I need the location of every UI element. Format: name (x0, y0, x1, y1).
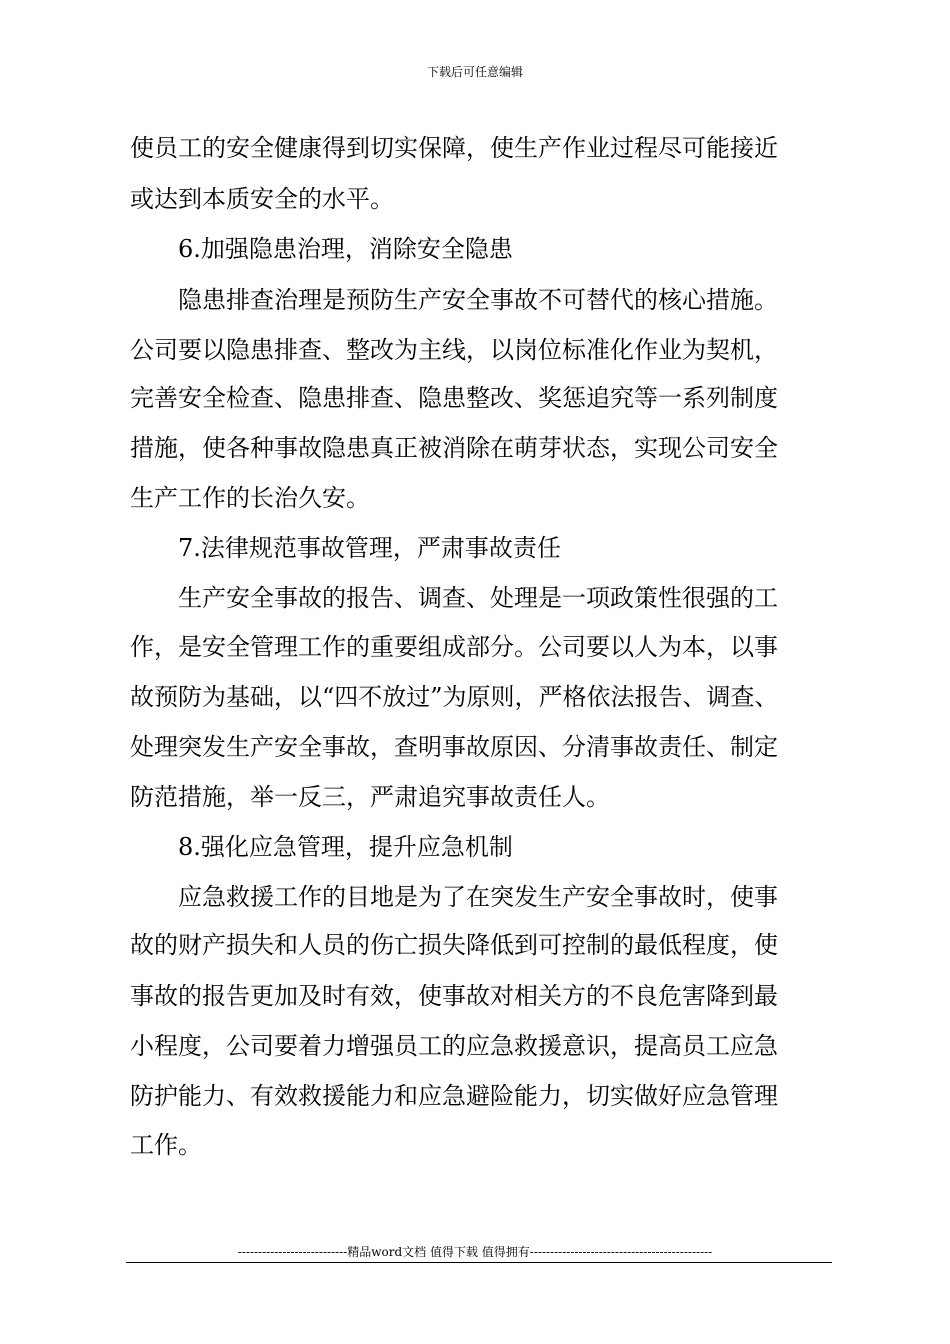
body-line: 生产安全事故的报告、调查、处理是一项政策性很强的工 (130, 584, 778, 612)
body-line: 措施，使各种事故隐患真正被消除在萌芽状态，实现公司安全 (130, 434, 778, 462)
body-line: 故预防为基础，以“四不放过”为原则，严格依法报告、调查、 (130, 683, 779, 711)
body-line: 处理突发生产安全事故，查明事故原因、分清事故责任、制定 (130, 733, 778, 761)
body-line: 小程度，公司要着力增强员工的应急救援意识，提高员工应急 (130, 1032, 778, 1060)
page-footer: ---------------------------精品word文档 值得下载 值得拥有--------------------------------------------- (237, 1245, 713, 1259)
section-heading: 8.强化应急管理，提升应急机制 (130, 833, 513, 861)
body-line: 完善安全检查、隐患排查、隐患整改、奖惩追究等一系列制度 (130, 384, 778, 412)
body-line: 作，是安全管理工作的重要组成部分。公司要以人为本，以事 (130, 633, 778, 661)
footer-divider (126, 1262, 832, 1263)
body-line: 防范措施，举一反三，严肃追究事故责任人。 (130, 783, 610, 811)
section-heading: 7.法律规范事故管理，严肃事故责任 (130, 534, 561, 562)
body-line: 应急救援工作的目地是为了在突发生产安全事故时，使事 (130, 883, 778, 911)
body-line: 使员工的安全健康得到切实保障，使生产作业过程尽可能接近 (130, 134, 778, 162)
body-line: 故的财产损失和人员的伤亡损失降低到可控制的最低程度，使 (130, 931, 778, 959)
body-line: 工作。 (130, 1131, 202, 1159)
body-line: 或达到本质安全的水平。 (130, 185, 394, 213)
body-line: 生产工作的长治久安。 (130, 484, 370, 512)
section-heading: 6.加强隐患治理，消除安全隐患 (130, 235, 513, 263)
page-header: 下载后可任意编辑 (426, 65, 523, 79)
body-line: 防护能力、有效救援能力和应急避险能力，切实做好应急管理 (130, 1082, 778, 1110)
body-line: 公司要以隐患排查、整改为主线，以岗位标准化作业为契机， (130, 336, 778, 364)
body-line: 事故的报告更加及时有效，使事故对相关方的不良危害降到最 (130, 982, 778, 1010)
body-line: 隐患排查治理是预防生产安全事故不可替代的核心措施。 (130, 286, 778, 314)
